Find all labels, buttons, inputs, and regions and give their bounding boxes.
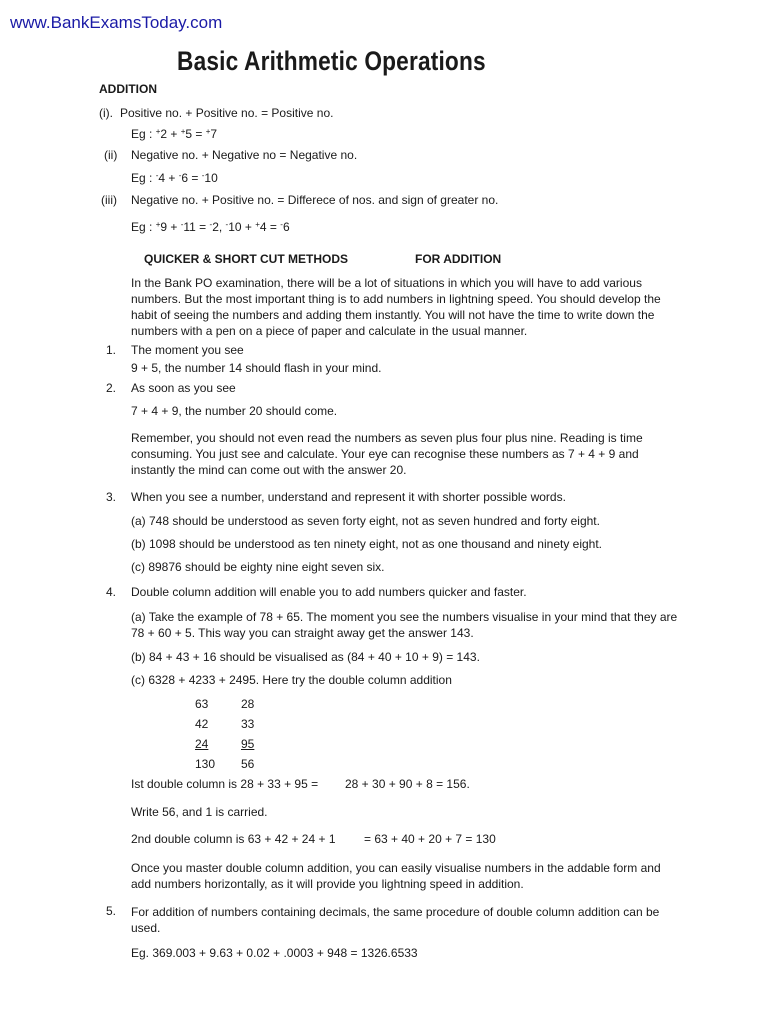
rule-3-number: (iii) bbox=[101, 193, 117, 207]
addition-heading: ADDITION bbox=[99, 82, 157, 96]
grid-cell: 63 bbox=[195, 697, 209, 711]
item-2-remember: Remember, you should not even read the numbers as seven plus four plus nine. Reading is time consuming. You just see and calculate. Your eye can recognise these numbers as 7 + 4 + 9 and instantly the mind can come out with the answer 20. bbox=[131, 431, 643, 477]
grid-total: 130 bbox=[195, 757, 216, 771]
item-4-text: Double column addition will enable you to add numbers quicker and faster. bbox=[131, 585, 527, 599]
rule-2-example: Eg : -4 + -6 = -10 bbox=[131, 171, 218, 185]
item-5-text: For addition of numbers containing decimals, the same procedure of double column addition can be used. bbox=[131, 905, 660, 935]
rule-2-number: (ii) bbox=[104, 148, 118, 162]
item-3b: (b) 1098 should be understood as ten ninety eight, not as one thousand and ninety eight. bbox=[131, 537, 603, 551]
master-paragraph: Once you master double column addition, you can easily visualise numbers in the addable form and add numbers horizontally, as it will provide you lightning speed in addition. bbox=[131, 861, 661, 891]
item-4a: (a) Take the example of 78 + 65. The moment you see the numbers visualise in your mind that they are 78 + 60 + 5. This way you can straight away get the answer 143. bbox=[131, 610, 678, 640]
rule-1-text: Positive no. + Positive no. = Positive no. bbox=[120, 106, 334, 120]
grid-cell: 28 bbox=[241, 697, 255, 711]
rule-1-number: (i). bbox=[99, 106, 113, 120]
for-addition-heading: FOR ADDITION bbox=[415, 252, 502, 266]
grid-cell: 24 bbox=[195, 737, 209, 751]
write-carry: Write 56, and 1 is carried. bbox=[131, 805, 268, 819]
ist-column-sum: 28 + 30 + 90 + 8 = 156. bbox=[345, 777, 470, 791]
item-1-example: 9 + 5, the number 14 should flash in your mind. bbox=[131, 361, 382, 375]
item-2-number: 2. bbox=[106, 381, 117, 395]
grid-total: 56 bbox=[241, 757, 255, 771]
item-3-text: When you see a number, understand and represent it with shorter possible words. bbox=[131, 490, 566, 504]
item-4-number: 4. bbox=[106, 585, 117, 599]
grid-cell: 33 bbox=[241, 717, 255, 731]
second-column-label: 2nd double column is 63 + 42 + 24 + 1 bbox=[131, 832, 336, 846]
item-5-number: 5. bbox=[106, 904, 117, 918]
grid-cell: 95 bbox=[241, 737, 255, 751]
second-column-sum: = 63 + 40 + 20 + 7 = 130 bbox=[364, 832, 496, 846]
item-1-number: 1. bbox=[106, 343, 117, 357]
item-2-text: As soon as you see bbox=[131, 381, 236, 395]
item-4c: (c) 6328 + 4233 + 2495. Here try the double column addition bbox=[131, 673, 452, 687]
item-3c: (c) 89876 should be eighty nine eight seven six. bbox=[131, 560, 385, 574]
quick-methods-heading: QUICKER & SHORT CUT METHODS bbox=[144, 252, 348, 266]
rule-2-text: Negative no. + Negative no = Negative no. bbox=[131, 148, 358, 162]
ist-column-label: Ist double column is 28 + 33 + 95 = bbox=[131, 777, 319, 791]
item-1-text: The moment you see bbox=[131, 343, 244, 357]
page-title: Basic Arithmetic Operations bbox=[177, 46, 486, 76]
item-3-number: 3. bbox=[106, 490, 117, 504]
site-url[interactable]: www.BankExamsToday.com bbox=[10, 13, 223, 32]
rule-3-text: Negative no. + Positive no. = Differece of nos. and sign of greater no. bbox=[131, 193, 499, 207]
item-3a: (a) 748 should be understood as seven forty eight, not as seven hundred and forty eight. bbox=[131, 514, 600, 528]
item-5-example: Eg. 369.003 + 9.63 + 0.02 + .0003 + 948 = 1326.6533 bbox=[131, 946, 418, 960]
intro-paragraph: In the Bank PO examination, there will be a lot of situations in which you will have to add various numbers. But the most important thing is to add numbers in lightning speed. You should develop the habit of seeing the numbers and adding them instantly. You will not have the time to write down the numbers with a pen on a piece of paper and calculate in the usual manner. bbox=[131, 276, 661, 338]
grid-cell: 42 bbox=[195, 717, 209, 731]
rule-3-example: Eg : +9 + -11 = -2, -10 + +4 = -6 bbox=[131, 220, 290, 234]
item-2-example: 7 + 4 + 9, the number 20 should come. bbox=[131, 404, 338, 418]
item-4b: (b) 84 + 43 + 16 should be visualised as (84 + 40 + 10 + 9) = 143. bbox=[131, 650, 480, 664]
rule-1-example: Eg : +2 + +5 = +7 bbox=[131, 127, 218, 141]
